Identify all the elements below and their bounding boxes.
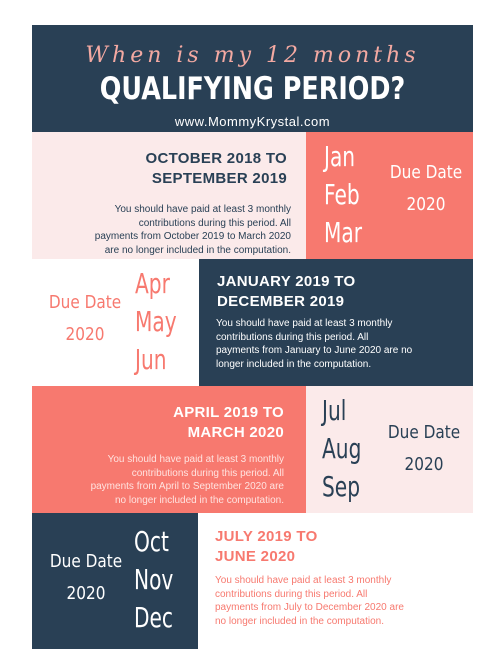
infographic-card	[32, 25, 473, 649]
desc-line: You should have paid at least 3 monthly	[114, 204, 291, 215]
desc-line: payments from October 2019 to March 2020	[94, 231, 291, 242]
month-label: Jan	[324, 140, 356, 173]
period-start: APRIL 2019 TO	[173, 404, 284, 421]
month-label: Nov	[134, 563, 174, 596]
due-date-text: Due Date	[387, 422, 461, 443]
desc-line: payments from April to September 2020 are	[90, 481, 284, 492]
due-months	[322, 392, 361, 506]
due-date-label	[41, 546, 131, 610]
period-start: JANUARY 2019 TO	[217, 273, 356, 290]
desc-line: contributions during this period. All	[215, 588, 368, 600]
due-year: 2020	[404, 454, 444, 475]
row-jul-aug-sep	[32, 386, 473, 513]
period-range	[215, 527, 465, 567]
month-label: Dec	[134, 601, 174, 634]
row-2-text-panel	[199, 259, 473, 386]
period-end: JUNE 2020	[215, 548, 296, 565]
desc-line: no longer included in the computation.	[215, 615, 385, 627]
period-end: SEPTEMBER 2019	[151, 170, 287, 187]
due-year: 2020	[65, 324, 105, 345]
row-1-month-panel	[306, 132, 473, 259]
desc-line: payments from January to June 2020 are no	[216, 345, 413, 356]
period-range	[32, 403, 284, 443]
desc-line: contributions during this period. All	[138, 217, 291, 229]
row-4-month-panel	[32, 513, 198, 649]
month-label: Sep	[322, 470, 361, 503]
month-label: Feb	[324, 178, 360, 211]
period-start: JULY 2019 TO	[215, 528, 318, 545]
due-date-text: Due Date	[49, 551, 123, 572]
period-description	[32, 203, 291, 257]
desc-line: contributions during this period. All	[216, 331, 369, 343]
period-description	[216, 317, 471, 371]
row-3-text-panel	[32, 386, 306, 513]
due-months	[324, 138, 362, 252]
period-description	[32, 453, 284, 507]
row-3-month-panel	[306, 386, 473, 513]
due-months	[135, 265, 177, 379]
month-label: Jul	[322, 394, 347, 427]
period-range	[32, 149, 287, 189]
month-label: Jun	[135, 343, 167, 376]
due-date-label	[385, 157, 467, 221]
desc-line: You should have paid at least 3 monthly	[216, 318, 393, 329]
script-title: When is my 12 months	[85, 43, 420, 68]
due-date-text: Due Date	[389, 162, 463, 183]
website-url: www.MommyKrystal.com	[174, 114, 331, 129]
main-title: QUALIFYING PERIOD?	[99, 71, 406, 107]
period-start: OCTOBER 2018 TO	[145, 150, 287, 167]
row-oct-nov-dec	[32, 513, 473, 649]
month-label: Mar	[324, 216, 363, 249]
desc-line: You should have paid at least 3 monthly	[215, 575, 392, 586]
due-year: 2020	[66, 583, 106, 604]
period-range	[217, 272, 467, 312]
desc-line: no longer included in the computation.	[114, 494, 284, 506]
period-description	[215, 574, 470, 628]
row-4-text-panel	[198, 513, 473, 649]
due-months	[134, 523, 173, 637]
due-date-label	[43, 287, 128, 351]
desc-line: payments from July to December 2020 are	[215, 602, 404, 613]
header-banner	[32, 25, 473, 132]
row-2-month-panel	[32, 259, 199, 386]
desc-line: longer included in the computation.	[216, 358, 372, 370]
row-1-text-panel	[32, 132, 306, 259]
month-label: Apr	[135, 267, 170, 300]
desc-line: contributions during this period. All	[131, 467, 284, 479]
desc-line: are no longer included in the computation.	[104, 244, 291, 256]
due-date-label	[382, 417, 467, 481]
period-end: DECEMBER 2019	[217, 293, 345, 310]
due-year: 2020	[406, 194, 446, 215]
due-date-text: Due Date	[48, 292, 122, 313]
month-label: May	[135, 305, 177, 338]
row-jan-feb-mar	[32, 132, 473, 259]
period-end: MARCH 2020	[187, 424, 284, 441]
desc-line: You should have paid at least 3 monthly	[107, 454, 284, 465]
row-apr-may-jun	[32, 259, 473, 386]
month-label: Oct	[134, 525, 169, 558]
month-label: Aug	[322, 432, 362, 465]
